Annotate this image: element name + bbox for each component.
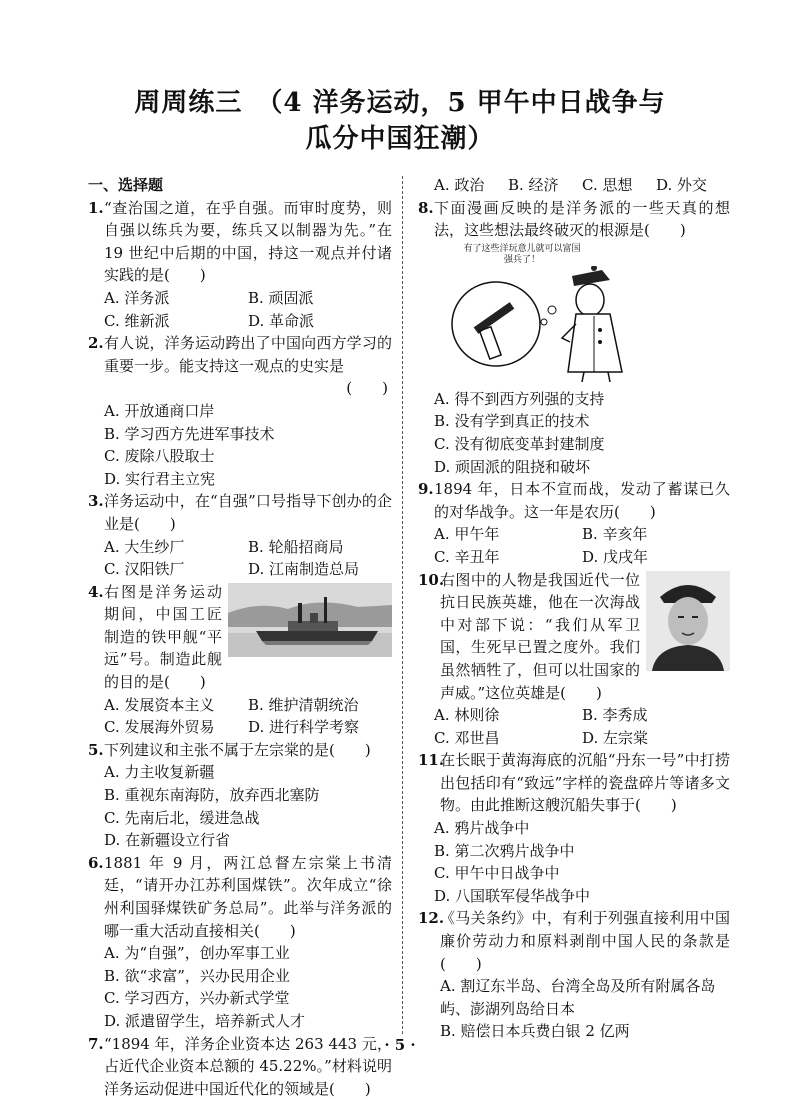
question-1-options xyxy=(88,287,392,332)
question-text: 1881 年 9 月，两江总督左宗棠上书清廷，“请开办江苏利国煤铁”。次年成立“徐州利国驿煤铁矿务总局”。此举与洋务派的哪一重大活动直接相关( ) xyxy=(104,853,392,940)
option-c: C. 甲午中日战争中 xyxy=(434,864,560,883)
option-c: C. 先南后北，缓进急战 xyxy=(104,808,260,827)
question-8-options xyxy=(418,388,730,478)
option-a: A. 力主收复新疆 xyxy=(104,763,215,782)
option-a: A. 为“自强”，创办军事工业 xyxy=(104,944,290,963)
question-1 xyxy=(88,197,392,287)
question-12 xyxy=(418,907,730,975)
question-9-options xyxy=(418,523,730,568)
section-heading: 一、选择题 xyxy=(88,176,164,194)
option-b: B. 没有学到真正的技术 xyxy=(434,412,590,431)
question-number: 9. xyxy=(418,480,434,499)
answer-paren: ( ) xyxy=(346,379,388,398)
option-b: B. 顽固派 xyxy=(248,288,314,307)
question-10 xyxy=(418,569,730,705)
question-number: 11. xyxy=(418,751,445,770)
hero-portrait xyxy=(646,571,730,671)
option-a: A. 开放通商口岸 xyxy=(104,401,215,420)
question-3-options xyxy=(88,536,392,581)
question-text: 在长眠于黄海海底的沉船“丹东一号”中打捞出包括印有“致远”字样的瓷盘碎片等诸多文物。由此推断这艘沉船失事于( ) xyxy=(440,751,730,815)
option-b: B. 维护清朝统治 xyxy=(248,695,359,714)
left-column xyxy=(88,174,392,1100)
option-a: A. 鸦片战争中 xyxy=(434,819,530,838)
option-b: B. 李秀成 xyxy=(582,706,648,725)
option-d: D. 派遣留学生，培养新式人才 xyxy=(104,1011,306,1030)
page-title-line2: 瓜分中国狂潮） xyxy=(305,124,495,154)
option-c: C. 思想 xyxy=(582,176,633,194)
question-number: 4. xyxy=(88,582,104,601)
question-number: 10. xyxy=(418,570,445,589)
option-c: C. 维新派 xyxy=(104,311,170,330)
question-number: 7. xyxy=(88,1034,104,1053)
question-text: “1894 年，洋务企业资本达 263 443 元，占近代企业资本总额的 45.22%。”材料说明洋务运动促进中国近代化的领域是( ) xyxy=(104,1034,392,1098)
option-c: C. 邓世昌 xyxy=(434,728,500,747)
question-text: 《马关条约》中，有利于列强直接利用中国廉价劳动力和原料剥削中国人民的条款是( ) xyxy=(440,909,730,973)
option-d: D. 在新疆设立行省 xyxy=(104,831,231,850)
question-number: 5. xyxy=(88,740,104,759)
question-text: 下列建议和主张不属于左宗棠的是( ) xyxy=(104,740,371,759)
question-4-options xyxy=(88,694,392,739)
question-6-options xyxy=(88,942,392,1032)
option-a: A. 大生纱厂 xyxy=(104,537,185,556)
question-8 xyxy=(418,197,730,242)
option-b: B. 赔偿日本兵费白银 2 亿两 xyxy=(440,1022,630,1041)
option-b: B. 轮船招商局 xyxy=(248,537,344,556)
option-c: C. 没有彻底变革封建制度 xyxy=(434,434,605,453)
column-divider xyxy=(402,176,403,1034)
option-d: D. 江南制造总局 xyxy=(248,560,360,579)
cartoon-drawing xyxy=(444,266,644,384)
option-d: D. 戊戌年 xyxy=(582,547,649,566)
question-11 xyxy=(418,749,730,817)
question-text: 1894 年，日本不宣而战，发动了蓄谋已久的对华战争。这一年是农历( ) xyxy=(434,480,730,521)
option-a: A. 洋务派 xyxy=(104,288,170,307)
option-d: D. 外交 xyxy=(656,176,708,194)
question-10-options xyxy=(418,704,730,749)
option-d: D. 进行科学考察 xyxy=(248,718,360,737)
option-b: B. 经济 xyxy=(508,176,559,194)
option-d: D. 实行君主立宪 xyxy=(104,469,216,488)
question-5-options xyxy=(88,761,392,851)
option-a: A. 政治 xyxy=(434,176,485,194)
option-c: C. 发展海外贸易 xyxy=(104,718,215,737)
question-2-options xyxy=(88,400,392,490)
question-number: 8. xyxy=(418,198,434,217)
option-c: C. 学习西方，兴办新式学堂 xyxy=(104,989,290,1008)
option-d: D. 左宗棠 xyxy=(582,728,649,747)
cartoon-caption: 有了这些洋玩意儿就可以富国强兵了！ xyxy=(463,243,581,265)
option-b: B. 重视东南海防，放弃西北塞防 xyxy=(104,786,320,805)
question-text: 右图是洋务运动期间，中国工匠制造的铁甲舰“平远”号。制造此舰的目的是( ) xyxy=(104,582,222,692)
question-number: 2. xyxy=(88,334,104,353)
question-number: 12. xyxy=(418,909,445,928)
option-b: B. 学习西方先进军事技术 xyxy=(104,424,275,443)
option-d: D. 革命派 xyxy=(248,311,315,330)
question-3 xyxy=(88,490,392,535)
question-9 xyxy=(418,478,730,523)
option-a: A. 发展资本主义 xyxy=(104,695,215,714)
cartoon-figure xyxy=(444,244,644,384)
question-text: 下面漫画反映的是洋务派的一些天真的想法，这些想法最终破灭的根源是( ) xyxy=(434,198,730,240)
question-text: 洋务运动中，在“自强”口号指导下创办的企业是( ) xyxy=(104,492,392,533)
question-4 xyxy=(88,581,392,694)
ironclad-ship-photo xyxy=(228,583,392,657)
option-a: A. 得不到西方列强的支持 xyxy=(434,389,605,408)
question-number: 6. xyxy=(88,853,104,872)
question-text: “查治国之道，在乎自强。而审时度势，则自强以练兵为要，练兵又以制器为先。”在 19 世纪中后期的中国，持这一观点并付诸实践的是( ) xyxy=(104,198,392,285)
question-number: 3. xyxy=(88,492,104,511)
question-7-options xyxy=(418,174,730,197)
question-number: 1. xyxy=(88,198,104,217)
option-a: A. 林则徐 xyxy=(434,706,500,725)
option-c: C. 废除八股取士 xyxy=(104,447,215,466)
option-c: C. 汉阳铁厂 xyxy=(104,560,185,579)
question-12-options xyxy=(418,975,730,1043)
question-text: 有人说，洋务运动跨出了中国向西方学习的重要一步。能支持这一观点的史实是 xyxy=(104,334,392,375)
option-b: B. 辛亥年 xyxy=(582,525,648,544)
right-column xyxy=(418,174,730,1043)
option-a: A. 割辽东半岛、台湾全岛及所有附属各岛屿、澎湖列岛给日本 xyxy=(440,977,716,1018)
option-d: D. 顽固派的阻挠和破坏 xyxy=(434,457,591,476)
option-c: C. 辛丑年 xyxy=(434,547,500,566)
option-b: B. 欲“求富”，兴办民用企业 xyxy=(104,966,290,985)
option-b: B. 第二次鸦片战争中 xyxy=(434,841,575,860)
option-a: A. 甲午年 xyxy=(434,525,500,544)
option-d: D. 八国联军侵华战争中 xyxy=(434,886,591,905)
page-title-line1: 周周练三 （4 洋务运动，5 甲午中日战争与 xyxy=(134,88,666,118)
question-text: 右图中的人物是我国近代一位抗日民族英雄，他在一次海战中对部下说：“我们从军卫国，生死早已置之度外。我们虽然牺牲了，但可以壮国家的声威。”这位英雄是( ) xyxy=(440,570,640,702)
question-2 xyxy=(88,332,392,400)
page-number: · 5 · xyxy=(384,1036,416,1054)
question-6 xyxy=(88,852,392,942)
question-5 xyxy=(88,739,392,762)
question-11-options xyxy=(418,817,730,907)
